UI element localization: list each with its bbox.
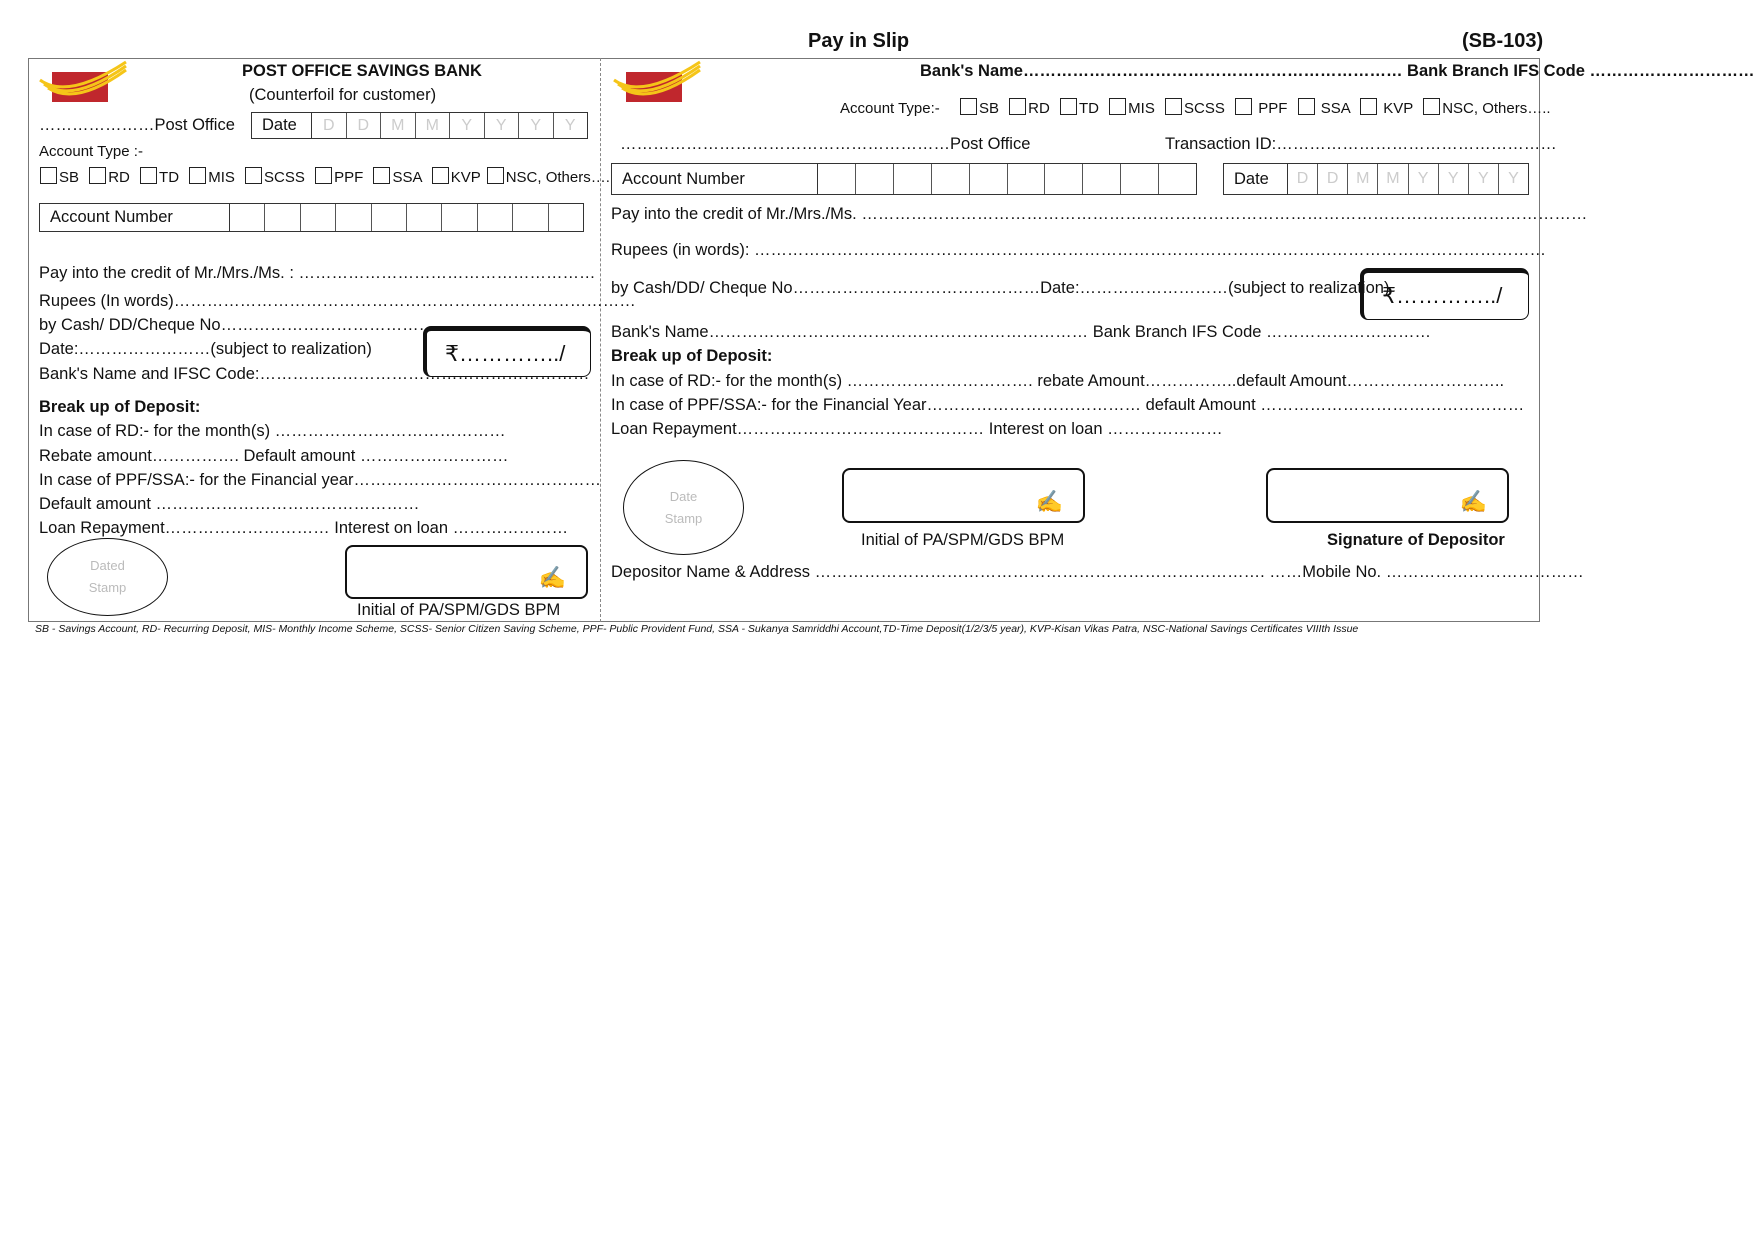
- date-label: Date: [252, 113, 312, 138]
- date-cell[interactable]: Y: [564, 116, 576, 134]
- rupees-words-field[interactable]: Rupees (in words): ………………………………………………………………………………………………………………………………: [611, 241, 1547, 259]
- checkbox-nsc[interactable]: [487, 167, 504, 184]
- pay-into-field[interactable]: Pay into the credit of Mr./Mrs./Ms. ……………………………………………………………………………………………………………………: [611, 205, 1588, 223]
- date-cell[interactable]: M: [1348, 164, 1378, 194]
- checkbox-sb[interactable]: [960, 98, 977, 115]
- date-cell[interactable]: M: [1378, 164, 1408, 194]
- signature-caption: Signature of Depositor: [1327, 531, 1505, 549]
- digit-cell[interactable]: [1045, 164, 1083, 194]
- option-label: PPF: [334, 169, 364, 186]
- stamp-label: Date Stamp: [664, 488, 703, 526]
- pay-into-field[interactable]: Pay into the credit of Mr./Mrs./Ms. : ………………………………………………: [39, 264, 596, 282]
- checkbox-rd[interactable]: [89, 167, 106, 184]
- checkbox-ssa[interactable]: [373, 167, 390, 184]
- stamp-label: Dated Stamp: [88, 558, 127, 595]
- checkbox-kvp[interactable]: [1360, 98, 1377, 115]
- date-stamp-circle: [623, 460, 744, 555]
- checkbox-scss[interactable]: [245, 167, 262, 184]
- digit-cell[interactable]: [442, 204, 477, 231]
- option-label: RD: [1028, 100, 1050, 117]
- rd-field[interactable]: In case of RD:- for the month(s) ……………………………. rebate Amount……………..default Amount………………………..: [611, 372, 1505, 390]
- initial-caption: Initial of PA/SPM/GDS BPM: [357, 601, 561, 619]
- post-office-field[interactable]: ……………………………………………………Post Office: [620, 135, 1031, 153]
- date-cell[interactable]: M: [416, 113, 451, 138]
- pen-signature-icon: ✍: [1035, 489, 1063, 514]
- cheque-no-field[interactable]: by Cash/DD/ Cheque No………………………………………Date:………………………(subject to realization): [611, 279, 1390, 297]
- checkbox-td[interactable]: [1060, 98, 1077, 115]
- option-label: SSA: [1320, 100, 1350, 117]
- checkbox-ppf[interactable]: [315, 167, 332, 184]
- option-label: SCSS: [1184, 100, 1225, 117]
- bank-title: Bank's Name…………………………………………………………… Bank Branch IFS Code …………………………: [920, 62, 1755, 80]
- date-grid[interactable]: [1223, 163, 1529, 195]
- digit-cell[interactable]: [856, 164, 894, 194]
- ppf-ssa-field[interactable]: In case of PPF/SSA:- for the Financial year………………………………………: [39, 471, 602, 489]
- date-cell[interactable]: M: [381, 113, 416, 138]
- checkbox-rd[interactable]: [1009, 98, 1026, 115]
- digit-cell[interactable]: [970, 164, 1008, 194]
- option-label: MIS: [208, 169, 235, 186]
- account-type-label: Account Type:-: [840, 100, 940, 117]
- india-post-logo: [38, 60, 128, 110]
- bank-ifsc-field[interactable]: Bank's Name and IFSC Code:……………………………………………………: [39, 365, 590, 383]
- digit-cell[interactable]: [1008, 164, 1046, 194]
- default-amount-field[interactable]: Default amount …………………………………………: [39, 495, 420, 513]
- depositor-name-field[interactable]: Depositor Name & Address ………………………………………………………………………. ……Mobile No. ………………………………: [611, 563, 1584, 581]
- date-cell[interactable]: D: [1318, 164, 1348, 194]
- option-label: MIS: [1128, 100, 1155, 117]
- option-label: SB: [978, 100, 999, 117]
- digit-cell[interactable]: [265, 204, 300, 231]
- dated-stamp-circle: [47, 538, 168, 616]
- checkbox-ssa[interactable]: [1298, 98, 1315, 115]
- date-grid[interactable]: [251, 112, 588, 139]
- initial-box[interactable]: [345, 545, 588, 599]
- digit-cell[interactable]: [894, 164, 932, 194]
- digit-cell[interactable]: [372, 204, 407, 231]
- date-cell[interactable]: Y: [485, 113, 520, 138]
- option-label: SSA: [392, 169, 422, 186]
- option-label: SB: [59, 169, 80, 186]
- digit-cell[interactable]: [478, 204, 513, 231]
- date-cell[interactable]: Y: [450, 113, 485, 138]
- cheque-no-field[interactable]: by Cash/ DD/Cheque No……………………………………: [39, 316, 452, 334]
- loan-repayment-field[interactable]: Loan Repayment………………………… Interest on loan …………………: [39, 519, 569, 537]
- digit-cell[interactable]: [549, 204, 583, 231]
- date-cell[interactable]: Y: [1508, 170, 1519, 187]
- bank-ifsc-field[interactable]: Bank's Name…………………………………………………………… Bank Branch IFS Code …………………………: [611, 323, 1432, 341]
- date-realization-field[interactable]: Date:……………………(subject to realization): [39, 340, 372, 358]
- date-cell[interactable]: Y: [1409, 164, 1439, 194]
- breakup-heading: Break up of Deposit:: [39, 398, 201, 416]
- account-number-label: Account Number: [40, 204, 230, 231]
- digit-cell[interactable]: [1159, 164, 1196, 194]
- amount-box[interactable]: ₹…………../: [1360, 268, 1529, 320]
- abbreviations-footnote: SB - Savings Account, RD- Recurring Deposit, MIS- Monthly Income Scheme, SCSS- Senior Citizen Saving Scheme, PPF- Public Provident Fund, SSA - Sukanya Samriddhi Account,TD-Time Deposit(1/2/3/5 year), KVP-Kisan Vikas Patra, NSC-National Savings Certificates VIIIth Issue: [35, 623, 1359, 635]
- rd-months-field[interactable]: In case of RD:- for the month(s) ……………………………………: [39, 422, 506, 440]
- amount-box[interactable]: ₹…………../: [423, 326, 591, 377]
- date-cell[interactable]: Y: [1439, 164, 1469, 194]
- date-cell[interactable]: D: [347, 113, 382, 138]
- checkbox-kvp[interactable]: [432, 167, 449, 184]
- option-label: RD: [108, 169, 130, 186]
- option-label: TD: [1078, 100, 1099, 117]
- breakup-heading: Break up of Deposit:: [611, 347, 773, 365]
- checkbox-ppf[interactable]: [1235, 98, 1252, 115]
- india-post-logo: [612, 60, 702, 110]
- form-code: (SB-103): [1462, 30, 1544, 52]
- rupees-words-field[interactable]: Rupees (In words)…………………………………………………………………………: [39, 292, 636, 310]
- account-number-grid[interactable]: [611, 163, 1197, 195]
- account-type-label: Account Type :-: [39, 143, 143, 160]
- date-label: Date: [1224, 164, 1288, 194]
- date-cell[interactable]: Y: [1469, 164, 1499, 194]
- option-label: PPF: [1258, 100, 1288, 117]
- initial-box[interactable]: [842, 468, 1085, 523]
- date-cell[interactable]: D: [1288, 164, 1318, 194]
- option-label: KVP: [1383, 100, 1414, 117]
- digit-cell[interactable]: [932, 164, 970, 194]
- checkbox-mis[interactable]: [189, 167, 206, 184]
- checkbox-sb[interactable]: [40, 167, 57, 184]
- pen-signature-icon: ✍: [1459, 489, 1487, 514]
- rebate-default-field[interactable]: Rebate amount……………. Default amount ………………………: [39, 447, 509, 465]
- option-label: SCSS: [264, 169, 305, 186]
- option-label: TD: [159, 169, 180, 186]
- ppf-ssa-field[interactable]: In case of PPF/SSA:- for the Financial Year………………………………… default Amount …………………………………………: [611, 396, 1525, 414]
- digit-cell[interactable]: [301, 204, 336, 231]
- account-type-options: [840, 98, 1551, 119]
- transaction-id-field[interactable]: Transaction ID:……………………………………………: [1165, 135, 1557, 153]
- post-office-field[interactable]: …………………Post Office: [39, 116, 235, 134]
- depositor-signature-box[interactable]: [1266, 468, 1509, 523]
- form-title: Pay in Slip: [808, 30, 910, 52]
- checkbox-scss[interactable]: [1165, 98, 1182, 115]
- checkbox-mis[interactable]: [1109, 98, 1126, 115]
- digit-cell[interactable]: [1121, 164, 1159, 194]
- digit-cell[interactable]: [230, 204, 265, 231]
- counterfoil-divider: [600, 58, 601, 622]
- account-type-options: [34, 167, 610, 188]
- digit-cell[interactable]: [407, 204, 442, 231]
- checkbox-td[interactable]: [140, 167, 157, 184]
- bank-title: POST OFFICE SAVINGS BANK: [242, 62, 482, 80]
- option-label: NSC, Others….: [505, 169, 610, 186]
- digit-cell[interactable]: [1083, 164, 1121, 194]
- counterfoil-subtitle: (Counterfoil for customer): [249, 86, 437, 104]
- loan-repayment-field[interactable]: Loan Repayment……………………………………… Interest on loan …………………: [611, 420, 1223, 438]
- account-number-grid[interactable]: [39, 203, 584, 232]
- initial-caption: Initial of PA/SPM/GDS BPM: [861, 531, 1065, 549]
- date-cell[interactable]: D: [312, 113, 347, 138]
- option-label: NSC, Others…..: [1442, 100, 1551, 117]
- digit-cell[interactable]: [336, 204, 371, 231]
- date-cell[interactable]: Y: [519, 113, 554, 138]
- option-label: KVP: [450, 169, 481, 186]
- digit-cell[interactable]: [513, 204, 548, 231]
- checkbox-nsc[interactable]: [1423, 98, 1440, 115]
- pen-signature-icon: ✍: [538, 565, 566, 590]
- digit-cell[interactable]: [818, 164, 856, 194]
- account-number-label: Account Number: [612, 164, 818, 194]
